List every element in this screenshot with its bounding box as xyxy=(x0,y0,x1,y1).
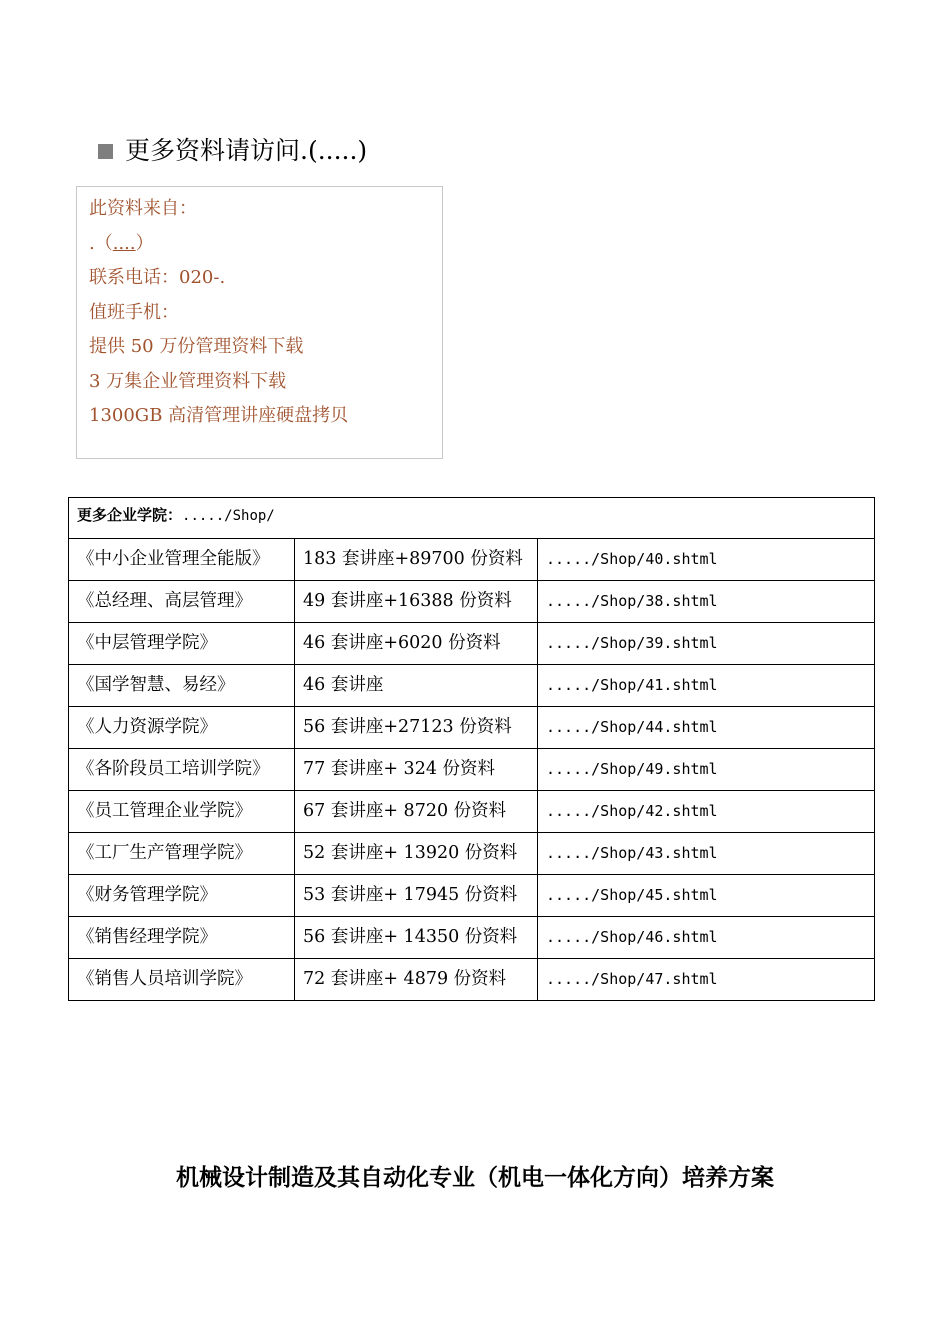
header-text: 更多资料请访问.(.....) xyxy=(125,136,368,165)
header-label: 更多企业学院： xyxy=(77,506,183,524)
academy-url-cell[interactable]: ...../Shop/39.shtml xyxy=(538,623,875,665)
info-offer-1: 提供 50 万份管理资料下载 xyxy=(89,336,304,357)
academy-content-cell: 52 套讲座+ 13920 份资料 xyxy=(295,833,538,875)
academy-name-cell: 《销售经理学院》 xyxy=(69,917,295,959)
academy-url-cell[interactable]: ...../Shop/44.shtml xyxy=(538,707,875,749)
academy-content-cell: 49 套讲座+16388 份资料 xyxy=(295,581,538,623)
academy-content-cell: 77 套讲座+ 324 份资料 xyxy=(295,749,538,791)
academy-content-cell: 56 套讲座+27123 份资料 xyxy=(295,707,538,749)
academy-url-cell[interactable]: ...../Shop/49.shtml xyxy=(538,749,875,791)
table-row xyxy=(69,665,875,707)
source-link[interactable]: .... xyxy=(112,232,136,254)
table-header-row xyxy=(69,498,875,539)
academy-content-cell: 56 套讲座+ 14350 份资料 xyxy=(295,917,538,959)
table-row xyxy=(69,623,875,665)
academy-url-cell[interactable]: ...../Shop/43.shtml xyxy=(538,833,875,875)
square-bullet-icon xyxy=(98,144,113,159)
academy-name-cell: 《员工管理企业学院》 xyxy=(69,791,295,833)
academy-content-cell: 46 套讲座 xyxy=(295,665,538,707)
document-title: 机械设计制造及其自动化专业（机电一体化方向）培养方案 xyxy=(176,1165,774,1191)
academy-url-cell[interactable]: ...../Shop/41.shtml xyxy=(538,665,875,707)
table-row xyxy=(69,539,875,581)
academy-name-cell: 《人力资源学院》 xyxy=(69,707,295,749)
academy-table-body xyxy=(69,498,875,1001)
table-row xyxy=(69,581,875,623)
info-offer-2: 3 万集企业管理资料下载 xyxy=(89,370,287,392)
academy-content-cell: 183 套讲座+89700 份资料 xyxy=(295,539,538,581)
academy-table xyxy=(68,497,875,1001)
info-offer-3: 1300GB 高清管理讲座硬盘拷贝 xyxy=(89,405,349,426)
table-row xyxy=(69,959,875,1001)
academy-name-cell: 《中层管理学院》 xyxy=(69,623,295,665)
info-source-label: 此资料来自： xyxy=(89,198,197,219)
academy-url-cell[interactable]: ...../Shop/45.shtml xyxy=(538,875,875,917)
academy-name-cell: 《中小企业管理全能版》 xyxy=(69,539,295,581)
table-header-cell xyxy=(69,498,875,539)
header-line xyxy=(98,134,367,168)
info-box xyxy=(76,186,443,459)
academy-url-cell[interactable]: ...../Shop/38.shtml xyxy=(538,581,875,623)
academy-name-cell: 《财务管理学院》 xyxy=(69,875,295,917)
academy-content-cell: 46 套讲座+6020 份资料 xyxy=(295,623,538,665)
link-suffix: ） xyxy=(135,232,154,254)
table-row xyxy=(69,749,875,791)
academy-name-cell: 《工厂生产管理学院》 xyxy=(69,833,295,875)
info-phone: 联系电话：020-. xyxy=(89,267,226,288)
academy-name-cell: 《国学智慧、易经》 xyxy=(69,665,295,707)
academy-url-cell[interactable]: ...../Shop/47.shtml xyxy=(538,959,875,1001)
table-row xyxy=(69,917,875,959)
link-prefix: .（ xyxy=(89,232,113,254)
academy-content-cell: 67 套讲座+ 8720 份资料 xyxy=(295,791,538,833)
academy-url-cell[interactable]: ...../Shop/46.shtml xyxy=(538,917,875,959)
academy-content-cell: 53 套讲座+ 17945 份资料 xyxy=(295,875,538,917)
academy-name-cell: 《总经理、高层管理》 xyxy=(69,581,295,623)
table-row xyxy=(69,707,875,749)
table-row xyxy=(69,791,875,833)
info-mobile: 值班手机： xyxy=(89,301,179,323)
header-url[interactable]: ...../Shop/ xyxy=(182,508,275,524)
table-row xyxy=(69,833,875,875)
academy-name-cell: 《各阶段员工培训学院》 xyxy=(69,749,295,791)
academy-content-cell: 72 套讲座+ 4879 份资料 xyxy=(295,959,538,1001)
info-source-link-line xyxy=(89,227,442,262)
table-row xyxy=(69,875,875,917)
academy-url-cell[interactable]: ...../Shop/42.shtml xyxy=(538,791,875,833)
academy-name-cell: 《销售人员培训学院》 xyxy=(69,959,295,1001)
academy-url-cell[interactable]: ...../Shop/40.shtml xyxy=(538,539,875,581)
